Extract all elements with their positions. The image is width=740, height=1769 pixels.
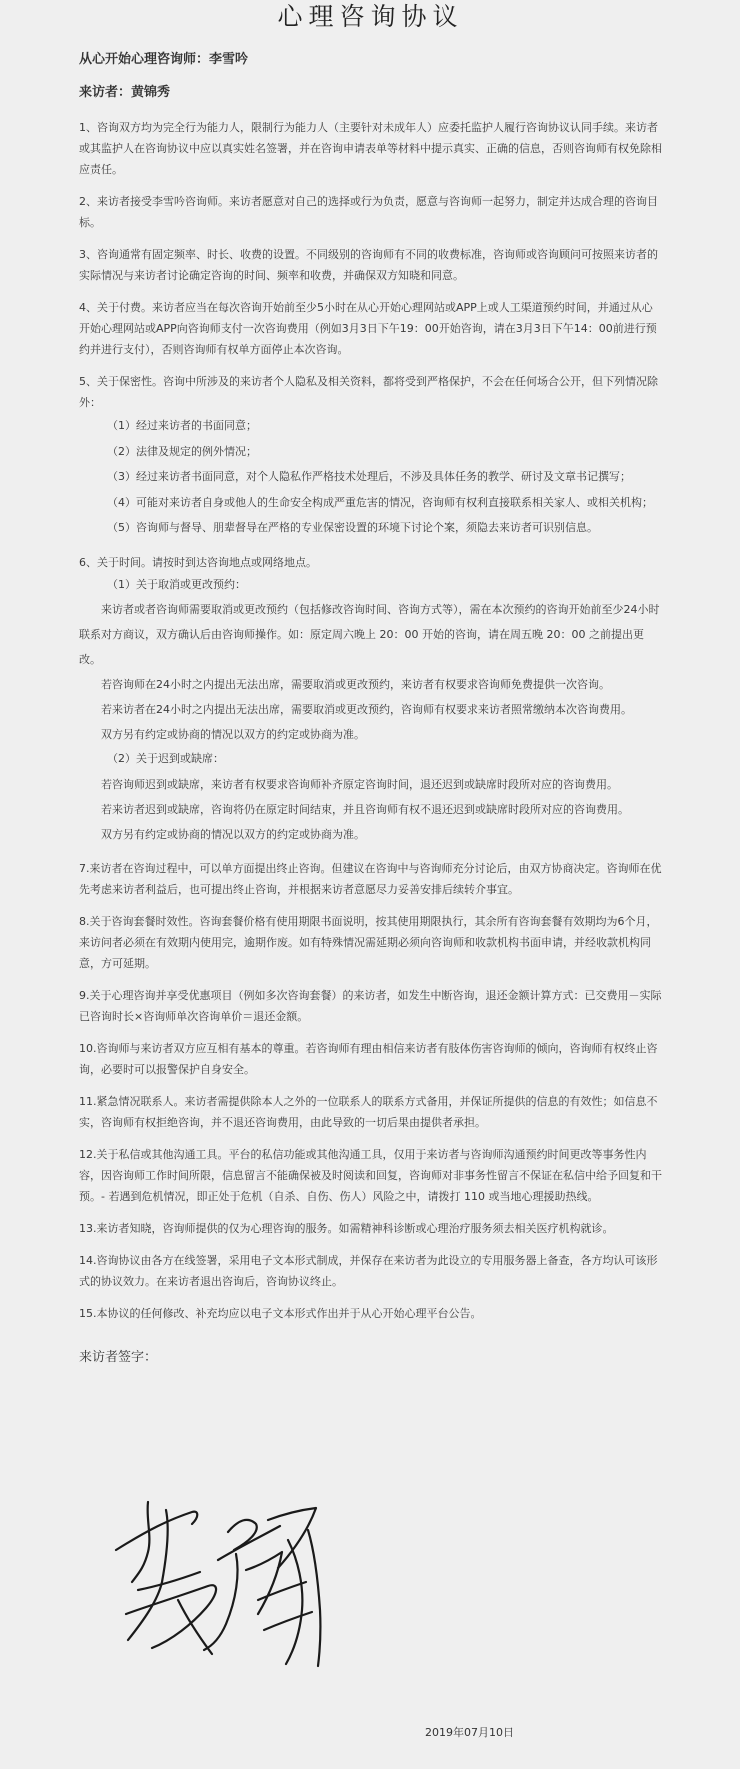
clause-6-2-heading: （2）关于迟到或缺席： (107, 752, 224, 765)
clause-14: 14.咨询协议由各方在线签署，采用电子文本形式制成，并保存在来访者为此设立的专用服务器上备查，各方均认可该形式的协议效力。在来访者退出咨询后，咨询协议终止。 (79, 1253, 658, 1288)
clause-6-2-c: 双方另有约定或协商的情况以双方的约定或协商为准。 (101, 827, 365, 841)
confidentiality-exceptions (79, 413, 662, 541)
list-item: （1）经过来访者的书面同意； (107, 419, 257, 432)
list-item: （5）咨询师与督导、朋辈督导在严格的专业保密设置的环境下讨论个案，须隐去来访者可识别信息。 (107, 521, 598, 534)
page-title: 心理咨询协议 (277, 2, 464, 31)
visitor-line: 来访者：黄锦秀 (79, 85, 171, 100)
clause-10: 10.咨询师与来访者双方应互相有基本的尊重。若咨询师有理由相信来访者有肢体伤害咨询师的倾向，咨询师有权终止咨询，必要时可以报警保护自身安全。 (79, 1041, 658, 1076)
clause-6-2-b: 若来访者迟到或缺席，咨询将仍在原定时间结束，并且咨询师有权不退还迟到或缺席时段所对应的咨询费用。 (101, 802, 629, 816)
clause-6-1-b: 若来访者在24小时之内提出无法出席，需要取消或更改预约，咨询师有权要求来访者照常缴纳本次咨询费用。 (101, 703, 632, 716)
clause-6-1-a: 若咨询师在24小时之内提出无法出席，需要取消或更改预约，来访者有权要求咨询师免费提供一次咨询。 (101, 678, 610, 691)
signature-label: 来访者签字： (79, 1349, 158, 1365)
clause-8: 8.关于咨询套餐时效性。咨询套餐价格有使用期限书面说明，按其使用期限执行，其余所有咨询套餐有效期均为6个月，来访问者必须在有效期内使用完，逾期作废。如有特殊情况需延期必须向咨询师和收款机构书面申请，并经收款机构同意，方可延期。 (79, 914, 658, 970)
clause-2: 2、来访者接受李雪吟咨询师。来访者愿意对自己的选择或行为负责，愿意与咨询师一起努力，制定并达成合理的咨询目标。 (79, 195, 658, 229)
list-item: （2）法律及规定的例外情况； (107, 444, 257, 458)
clause-5: 5、关于保密性。咨询中所涉及的来访者个人隐私及相关资料，都将受到严格保护，不会在任何场合公开，但下列情况除外： (79, 375, 658, 409)
clause-7: 7.来访者在咨询过程中，可以单方面提出终止咨询。但建议在咨询中与咨询师充分讨论后，由双方协商决定。咨询师在优先考虑来访者利益后，也可提出终止咨询，并根据来访者意愿尽力妥善安排后续转介事宜。 (79, 861, 662, 896)
clause-1: 1、咨询双方均为完全行为能力人，限制行为能力人（主要针对未成年人）应委托监护人履行咨询协议认同手续。来访者或其监护人在咨询协议中应以真实姓名签署，并在咨询申请表单等材料中提示真实、正确的信息，否则咨询师有权免除相应责任。 (79, 121, 662, 176)
clause-13: 13.来访者知晓，咨询师提供的仅为心理咨询的服务。如需精神科诊断或心理治疗服务须去相关医疗机构就诊。 (79, 1221, 614, 1235)
clause-6-1-c: 双方另有约定或协商的情况以双方的约定或协商为准。 (101, 728, 365, 741)
handwritten-signature (108, 1490, 328, 1670)
clause-15: 15.本协议的任何修改、补充均应以电子文本形式作出并于从心开始心理平台公告。 (79, 1306, 482, 1320)
clause-6-1-heading: （1）关于取消或更改预约： (107, 577, 246, 591)
clause-9: 9.关于心理咨询并享受优惠项目（例如多次咨询套餐）的来访者，如发生中断咨询，退还金额计算方式：已交费用－实际已咨询时长×咨询师单次咨询单价＝退还金额。 (79, 988, 662, 1023)
list-item: （4）可能对来访者自身或他人的生命安全构成严重危害的情况，咨询师有权利直接联系相关家人、或相关机构； (107, 495, 653, 509)
clause-11: 11.紧急情况联系人。来访者需提供除本人之外的一位联系人的联系方式备用，并保证所提供的信息的有效性；如信息不实，咨询师有权拒绝咨询，并不退还咨询费用，由此导致的一切后果由提供者承担。 (79, 1094, 658, 1129)
clause-4: 4、关于付费。来访者应当在每次咨询开始前至少5小时在从心开始心理网站或APP上或人工渠道预约时间，并通过从心开始心理网站或APP向咨询师支付一次咨询费用（例如3月3日下午19：00开始咨询，请在3月3日下午14：00前进行预约并进行支付），否则咨询师有权单方面停止本次咨询。 (79, 301, 657, 356)
counselor-line: 从心开始心理咨询师：李雪吟 (79, 52, 249, 67)
clause-6-2-a: 若咨询师迟到或缺席，来访者有权要求咨询师补齐原定咨询时间，退还迟到或缺席时段所对应的咨询费用。 (101, 777, 618, 791)
clause-6: 6、关于时间。请按时到达咨询地点或网络地点。 (79, 555, 317, 569)
list-item: （3）经过来访者书面同意，对个人隐私作严格技术处理后，不涉及具体任务的教学、研讨及文章书记撰写； (107, 470, 631, 483)
clause-6-1-text: 来访者或者咨询师需要取消或更改预约（包括修改咨询时间、咨询方式等），需在本次预约的咨询开始前至少24小时联系对方商议，双方确认后由咨询师操作。如：原定周六晚上 20：00 开始的咨询，请在周五晚 20：00 之前提出更改。 (79, 603, 660, 666)
clause-3: 3、咨询通常有固定频率、时长、收费的设置。不同级别的咨询师有不同的收费标准，咨询师或咨询顾问可按照来访者的实际情况与来访者讨论确定咨询的时间、频率和收费，并确保双方知晓和同意。 (79, 248, 658, 282)
clause-12: 12.关于私信或其他沟通工具。平台的私信功能或其他沟通工具，仅用于来访者与咨询师沟通预约时间更改等事务性内容，因咨询师工作时间所限，信息留言不能确保被及时阅读和回复，咨询师对非事务性留言不保证在私信中给予回复和干预。- 若遇到危机情况，即正处于危机（自杀、自伤、伤人）风险之中，请拨打 110 或当地心理援助热线。 (79, 1147, 662, 1203)
signed-date: 2019年07月10日 (425, 1726, 514, 1739)
